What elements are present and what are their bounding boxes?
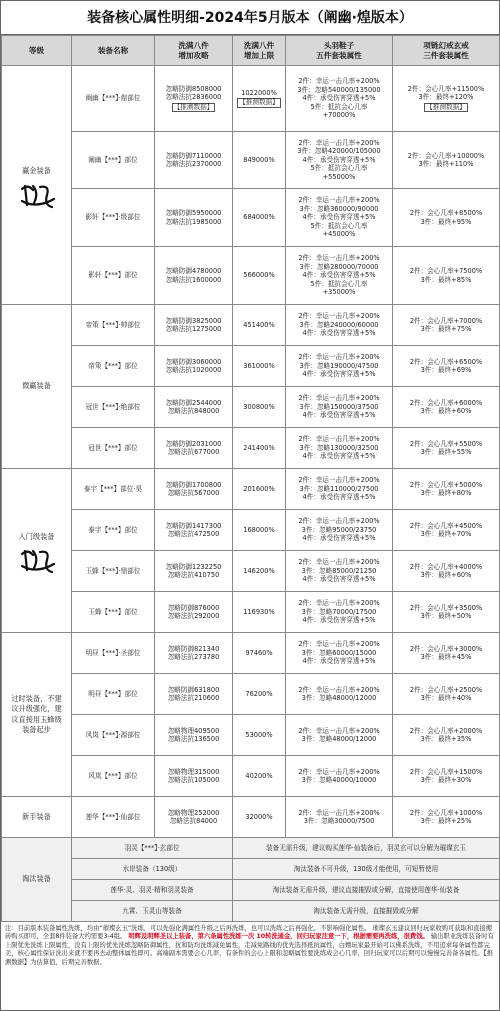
set3-value: 2件：会心几率+3500% 3件：最终+50% [393, 592, 500, 633]
table-row [2, 797, 500, 838]
equip-name: 莲华【***】·仙部位 [72, 797, 155, 838]
limit-value: 76200% [233, 674, 286, 715]
table-row [2, 592, 500, 633]
equip-name: 明昼【***】部位 [72, 674, 155, 715]
attack-value: 忽略防御2031000 忽略法抗677000 [155, 428, 233, 469]
set5-value: 2件：幸运一击几率+200% 3件：忽略150000/37500 4件：承受伤害穿透+5% [286, 387, 393, 428]
set5-value: 2件：幸运一击几率+200% 3件：忽略48000/12000 [286, 715, 393, 756]
set5-value: 2件：幸运一击几率+200% 3件：忽略70000/17500 4件：承受伤害穿透+5% [286, 592, 393, 633]
tier-label: 新手装备 [2, 797, 72, 838]
note-highlight: 10转洗通金，回归玩家注意一下，根据需要再洗练，很费钱。 [256, 933, 429, 941]
header-name: 装备名称 [72, 36, 155, 66]
equip-name: 冠世【***】·绝部位 [72, 387, 155, 428]
set3-value: 2件：会心几率+4500% 3件：最终+70% [393, 510, 500, 551]
tier-label: 入门级装备 [18, 531, 55, 541]
header-set5: 头羽鞋子 五件套装属性 [286, 36, 393, 66]
limit-value: 97460% [233, 633, 286, 674]
attack-value: 忽略防御2544000 忽略法抗848000 [155, 387, 233, 428]
attack-value: 忽略防御5950000 忽略法抗1985000 [155, 189, 233, 247]
table-row [2, 346, 500, 387]
set3-value: 2件：会心几率+3000% 3件：最终+45% [393, 633, 500, 674]
limit-value: 849000% [233, 132, 286, 189]
equip-name: 影轩【***】部位 [72, 247, 155, 305]
equip-name: 莲华·灵、羽灵·精和羽灵装备 [72, 880, 233, 901]
set5-value: 2件：幸运一击几率+200% 3件：忽略540000/135000 4件：承受伤害穿透+5% 5件：抵抗会心几率 +70000% [286, 66, 393, 132]
equip-name: 风岚【***】部位 [72, 756, 155, 797]
equip-name: 风岚【***】·源部位 [72, 715, 155, 756]
footnote [1, 922, 499, 1011]
table-row [2, 132, 500, 189]
table-row [2, 189, 500, 247]
estimate-tag: 【推测数据】 [239, 98, 279, 107]
table-row [2, 901, 500, 922]
set3-value: 2件：会心几率+5000% 3件：最终+80% [393, 469, 500, 510]
set3-value: 2件：会心几率+1500% 3件：最终+30% [393, 756, 500, 797]
table-row [2, 305, 500, 346]
table-row [2, 510, 500, 551]
limit-value: 40200% [233, 756, 286, 797]
set5-value: 2件：幸运一击几率+200% 3件：忽略130000/32500 4件：承受伤害穿透+5% [286, 428, 393, 469]
note-text: 注：目前版本装备属性洗练，均由“璀璨玄玉”洗练，可以先强化满属性升级之后再洗练，也可以洗练之后再强化，不影响强化属性。 [5, 925, 371, 932]
tier-label: 赢金装备 [22, 166, 51, 176]
equip-name: 阐幽【***】部位 [72, 132, 155, 189]
equip-name: 水岸装备（130级） [72, 859, 233, 880]
estimate-tag: 【推测数据】 [173, 102, 214, 111]
equip-name: 玉蜂【***】·鼎部位 [72, 551, 155, 592]
header-set3: 项链幻戒玄戒 三件套装属性 [393, 36, 500, 66]
table-row [2, 715, 500, 756]
set3-value: 2件：会心几率+7000% 3件：最终+75% [393, 305, 500, 346]
table-row [2, 756, 500, 797]
limit-value: 241400% [233, 428, 286, 469]
limit-value: 684000% [233, 189, 286, 247]
tier-label: 淘汰装备 [2, 838, 72, 922]
equip-name: 泰宇【***】部位 [72, 510, 155, 551]
equip-name: 阐幽【***】·煌部位 [72, 66, 155, 132]
attack-value: 忽略防御876000 忽略法抗292000 [155, 592, 233, 633]
set5-value: 2件：幸运一击几率+200% 3件：忽略360000/90000 4件：承受伤害穿透+5% 5件：抵抗会心几率 +45000% [286, 189, 393, 247]
limit-value: 566000% [233, 247, 286, 305]
set3-value: 2件：会心几率+2000% 3件：最终+35% [393, 715, 500, 756]
set3-value: 2件：会心几率+6000% 3件：最终+60% [393, 387, 500, 428]
brush-logo-icon [16, 181, 58, 211]
attack-value: 忽略物理409500 忽略法抗136500 [155, 715, 233, 756]
note-text: 输出职业洗练装备时有上限优先洗练上限属性，没有上限的优先洗练忽略防御属性，抗和防均洗练减免属性，走减免路线的优先选择抵抗属性，白嫖玩家最开始可以佛系洗练，不用追求每条属性都完美，核心属性保证洗出来就不要再去动整体属性即可。高端副本需要会心几率，有条件的会心上限和忽略属性要洗练成会心几率，回归玩家可以后期可以慢慢完善备各属性。【推测数据】为估算值，后期完善数据。 [5, 933, 494, 966]
attack-value: 忽略防御3060000 忽略法抗1020000 [155, 346, 233, 387]
table-row [2, 428, 500, 469]
table-row [2, 469, 500, 510]
equip-name: 冠世【***】部位 [72, 428, 155, 469]
set3-value: 2件：会心几率+2500% 3件：最终+40% [393, 674, 500, 715]
attack-value: 忽略防御1232250 忽略法抗410750 [155, 551, 233, 592]
header-tier: 等级 [2, 36, 72, 66]
set5-value: 2件：幸运一击几率+200% 3件：忽略30000/7500 [286, 797, 393, 838]
note-highlight: 明辉及明辉圣以上装备，第六条属性洗练一次 [128, 933, 255, 941]
set3-value: 2件：会心几率+4000% 3件：最终+60% [393, 551, 500, 592]
equip-name: 帝策【***】·帅部位 [72, 305, 155, 346]
limit-value: 451400% [233, 305, 286, 346]
set3-value: 2件：会心几率+8500% 3件：最终+95% [393, 189, 500, 247]
set5-value: 2件：幸运一击几率+200% 3件：忽略40000/10000 [286, 756, 393, 797]
limit-value: 146200% [233, 551, 286, 592]
attack-value: 忽略物理252000 忽略法抗84000 [155, 797, 233, 838]
set3-value: 2件：会心几率+5500% 3件：最终+55% [393, 428, 500, 469]
equip-name: 羽灵【***】·玄部位 [72, 838, 233, 859]
limit-value: 53000% [233, 715, 286, 756]
equip-name: 泰宇【***】部位·昊 [72, 469, 155, 510]
equipment-table [1, 35, 500, 922]
limit-value: 168000% [233, 510, 286, 551]
equip-name: 明昼【***】·圣部位 [72, 633, 155, 674]
set5-value: 2件：幸运一击几率+200% 3件：忽略190000/47500 4件：承受伤害穿透+5% [286, 346, 393, 387]
table-row [2, 387, 500, 428]
table-row [2, 633, 500, 674]
attack-value: 忽略防御821340 忽略法抗273780 [155, 633, 233, 674]
equip-name: 九霄、玉灵山等装备 [72, 901, 233, 922]
equip-name: 玉蜂【***】部位 [72, 592, 155, 633]
set3-value: 2件：会心几率+1000% 3件：最终+25% [393, 797, 500, 838]
header-attack: 洗满八件 增加攻略 [155, 36, 233, 66]
set5-value: 2件：幸运一击几率+200% 3件：忽略95000/23750 4件：承受伤害穿透+5% [286, 510, 393, 551]
table-row [2, 247, 500, 305]
attack-value: 忽略防御1700800 忽略法抗567000 [155, 469, 233, 510]
equip-desc: 装备无需升级，建议购买莲华·仙装备后，羽灵玄可以分解为璀璨玄玉 [233, 838, 500, 859]
limit-value: 201600% [233, 469, 286, 510]
brush-logo-icon [16, 546, 58, 576]
page-title: 装备核心属性明细-2024年5月版本（阐幽·煌版本） [1, 1, 499, 35]
attack-value: 忽略防御1417300 忽略法抗472500 [155, 510, 233, 551]
equip-desc: 淘汰装备不可升级，130级才能使用，可短暂使用 [233, 859, 500, 880]
set3-value: 2件：会心几率+6500% 3件：最终+69% [393, 346, 500, 387]
limit-value: 32000% [233, 797, 286, 838]
set5-value: 2件：幸运一击几率+200% 3件：忽略420000/105000 4件：承受伤害穿透+5% 5件：抵抗会心几率 +55000% [286, 132, 393, 189]
set5-value: 2件：幸运一击几率+200% 3件：忽略85000/21250 4件：承受伤害穿透+5% [286, 551, 393, 592]
tier-label: 微赢装备 [2, 305, 72, 469]
table-row [2, 551, 500, 592]
equip-desc: 淘汰装备无需升级，建议直接摧毁或分解，直接使用莲华·仙装备 [233, 880, 500, 901]
set5-value: 2件：幸运一击几率+200% 3件：忽略240000/60000 4件：承受伤害穿透+5% [286, 305, 393, 346]
table-row [2, 66, 500, 132]
table-row [2, 859, 500, 880]
table-row [2, 838, 500, 859]
limit-value: 116930% [233, 592, 286, 633]
tier-cell [2, 66, 72, 305]
attack-value: 忽略防御631800 忽略法抗210600 [155, 674, 233, 715]
limit-value: 300800% [233, 387, 286, 428]
equip-name: 影轩【***】·级部位 [72, 189, 155, 247]
note-text: 璀璨玄玉建议回归玩家收购可获取和直接搬砖购买即可，全套8件装备大约需要3-4组。 [5, 925, 493, 941]
equip-name: 帝策【***】部位 [72, 346, 155, 387]
set5-value: 2件：幸运一击几率+200% 3件：忽略280000/70000 4件：承受伤害穿透+5% 5件：抵抗会心几率 +35000% [286, 247, 393, 305]
attack-value: 忽略防御3825000 忽略法抗1275000 [155, 305, 233, 346]
set5-value: 2件：幸运一击几率+200% 3件：忽略110000/27500 4件：承受伤害穿透+5% [286, 469, 393, 510]
tier-cell [2, 469, 72, 633]
header-row [2, 36, 500, 66]
set3-value: 2件：会心几率+11500% 3件：最终+120% [407, 84, 485, 102]
attack-value: 忽略物理315000 忽略法抗105000 [155, 756, 233, 797]
attack-value: 忽略防御8508000 忽略法抗2836000 [165, 84, 222, 102]
attack-value: 忽略防御4780000 忽略法抗1600000 [155, 247, 233, 305]
set5-value: 2件：幸运一击几率+200% 3件：忽略48000/12000 [286, 674, 393, 715]
table-row [2, 674, 500, 715]
table-row [2, 880, 500, 901]
set3-value: 2件：会心几率+7500% 3件：最终+85% [393, 247, 500, 305]
tier-label: 过时装备，不建 议升级强化，建 议直接用玉蜂级 装备起步 [2, 633, 72, 797]
limit-value: 361000% [233, 346, 286, 387]
header-limit: 洗满八件 增加上限 [233, 36, 286, 66]
attack-value: 忽略防御7110000 忽略法抗2370000 [155, 132, 233, 189]
limit-value: 1022000% [241, 88, 277, 97]
set5-value: 2件：幸运一击几率+200% 3件：忽略60000/15000 4件：承受伤害穿透+5% [286, 633, 393, 674]
set3-value: 2件：会心几率+10000% 3件：最终+110% [393, 132, 500, 189]
equip-desc: 淘汰装备无需升级，直接摧毁或分解 [233, 901, 500, 922]
estimate-tag: 【推测数据】 [426, 102, 466, 111]
